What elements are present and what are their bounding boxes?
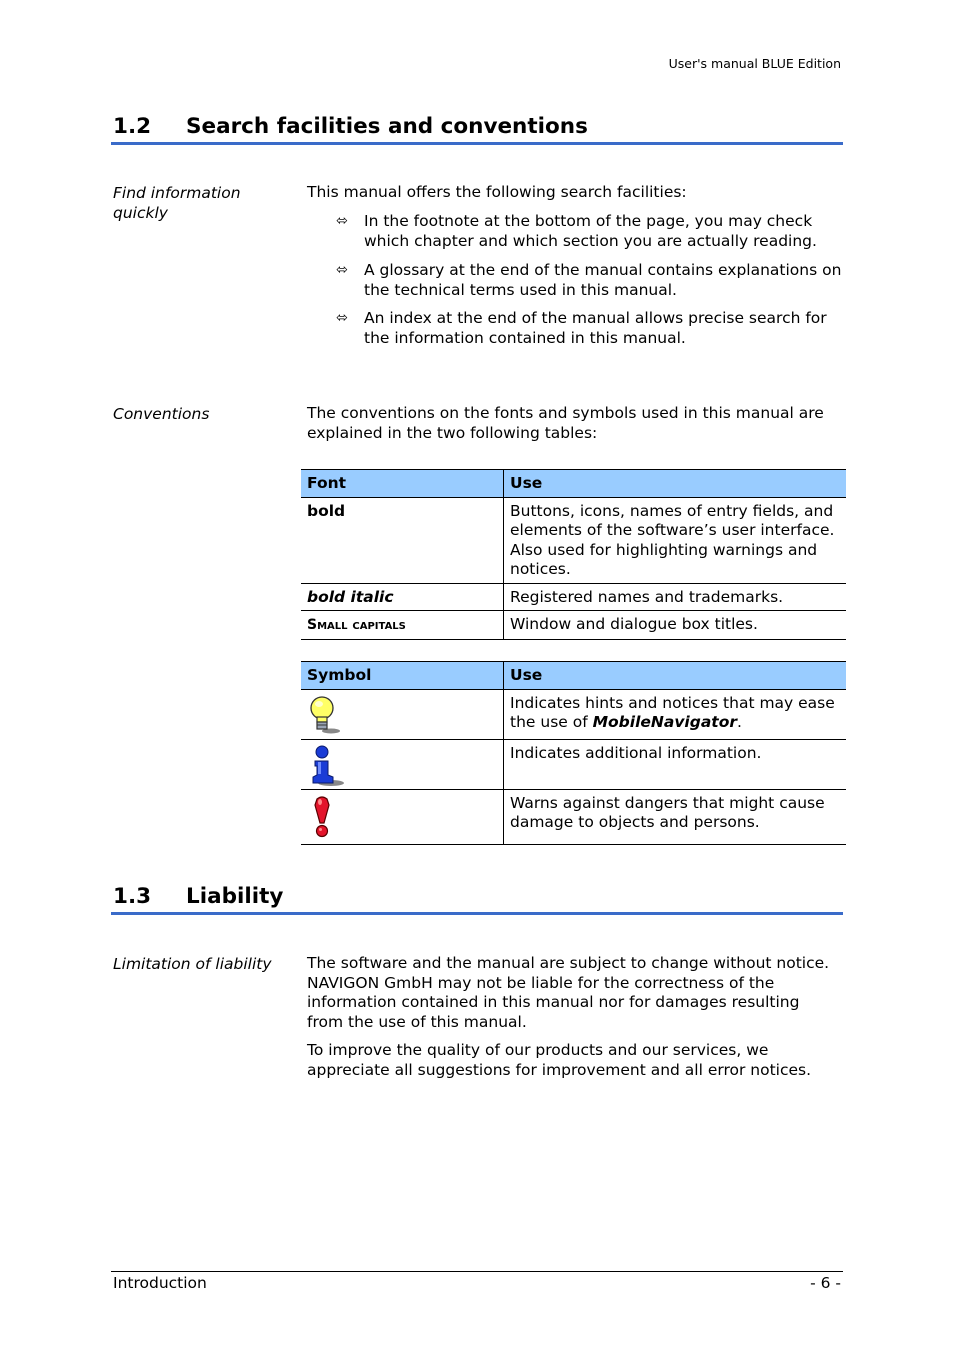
symbol-use-cell: Indicates additional information. <box>504 739 847 789</box>
table-row <box>301 497 846 583</box>
search-intro: This manual offers the following search facilities: <box>307 183 687 201</box>
product-name: MobileNavigator <box>592 713 738 731</box>
table-row <box>301 611 846 640</box>
section-title: Liability <box>186 884 284 909</box>
table-header-cell: Use <box>504 662 847 690</box>
font-use-cell: Registered names and trademarks. <box>504 583 847 611</box>
bullet-item: In the footnote at the bottom of the page, you may check which chapter and which section you are actually reading. <box>364 212 817 250</box>
table-row <box>301 583 846 611</box>
section-rule <box>111 142 843 145</box>
table-header-cell: Font <box>301 470 504 498</box>
margin-label-find: Find information quickly <box>113 184 241 222</box>
table-row <box>301 739 846 789</box>
conventions-text: The conventions on the fonts and symbols used in this manual are explained in the two following tables: <box>307 404 824 442</box>
symbol-use-text: Indicates hints and notices that may ease the use of <box>510 693 835 731</box>
margin-label-liability: Limitation of liability <box>113 955 272 973</box>
liability-paragraph: The software and the manual are subject to change without notice. NAVIGON GmbH may not be liable for the correctness of the information contained in this manual nor for damages resulting from the use of this manual. <box>307 954 830 1031</box>
page-number: - 6 - <box>810 1274 841 1292</box>
exclamation-icon <box>307 795 337 839</box>
running-header: User's manual BLUE Edition <box>668 56 841 71</box>
table-row <box>301 689 846 739</box>
section-rule <box>111 912 843 915</box>
symbol-conventions-table <box>301 661 846 845</box>
table-row <box>301 789 846 844</box>
font-conventions-table <box>301 469 846 640</box>
table-header-row <box>301 470 846 498</box>
table-header-cell: Use <box>504 470 847 498</box>
symbol-use-text-end: . <box>737 713 742 731</box>
arrow-bullet-icon: ⬄ <box>336 213 348 229</box>
font-use-cell: Window and dialogue box titles. <box>504 611 847 640</box>
table-header-row <box>301 662 846 690</box>
font-use-cell: Buttons, icons, names of entry fields, and elements of the software’s user interface. Also used for highlighting warnings and notices. <box>504 497 847 583</box>
lightbulb-icon <box>307 694 341 734</box>
section-number: 1.2 <box>113 114 152 139</box>
info-person-icon <box>307 745 345 787</box>
footer-rule <box>111 1271 843 1272</box>
font-name-cell: Small capitals <box>307 617 406 633</box>
font-name-cell: bold italic <box>301 583 504 611</box>
section-number: 1.3 <box>113 884 152 909</box>
footer-chapter: Introduction <box>113 1274 207 1292</box>
margin-label-conventions: Conventions <box>113 405 210 423</box>
section-title: Search facilities and conventions <box>186 114 588 139</box>
symbol-use-cell: Warns against dangers that might cause damage to objects and persons. <box>504 789 847 844</box>
bullet-item: An index at the end of the manual allows precise search for the information contained in this manual. <box>364 309 827 347</box>
table-header-cell: Symbol <box>301 662 504 690</box>
bullet-item: A glossary at the end of the manual contains explanations on the technical terms used in this manual. <box>364 261 842 299</box>
symbol-use-cell <box>504 689 847 739</box>
arrow-bullet-icon: ⬄ <box>336 310 348 326</box>
font-name-cell: bold <box>301 497 504 583</box>
arrow-bullet-icon: ⬄ <box>336 262 348 278</box>
liability-paragraph: To improve the quality of our products and our services, we appreciate all suggestions for improvement and all error notices. <box>307 1041 812 1079</box>
